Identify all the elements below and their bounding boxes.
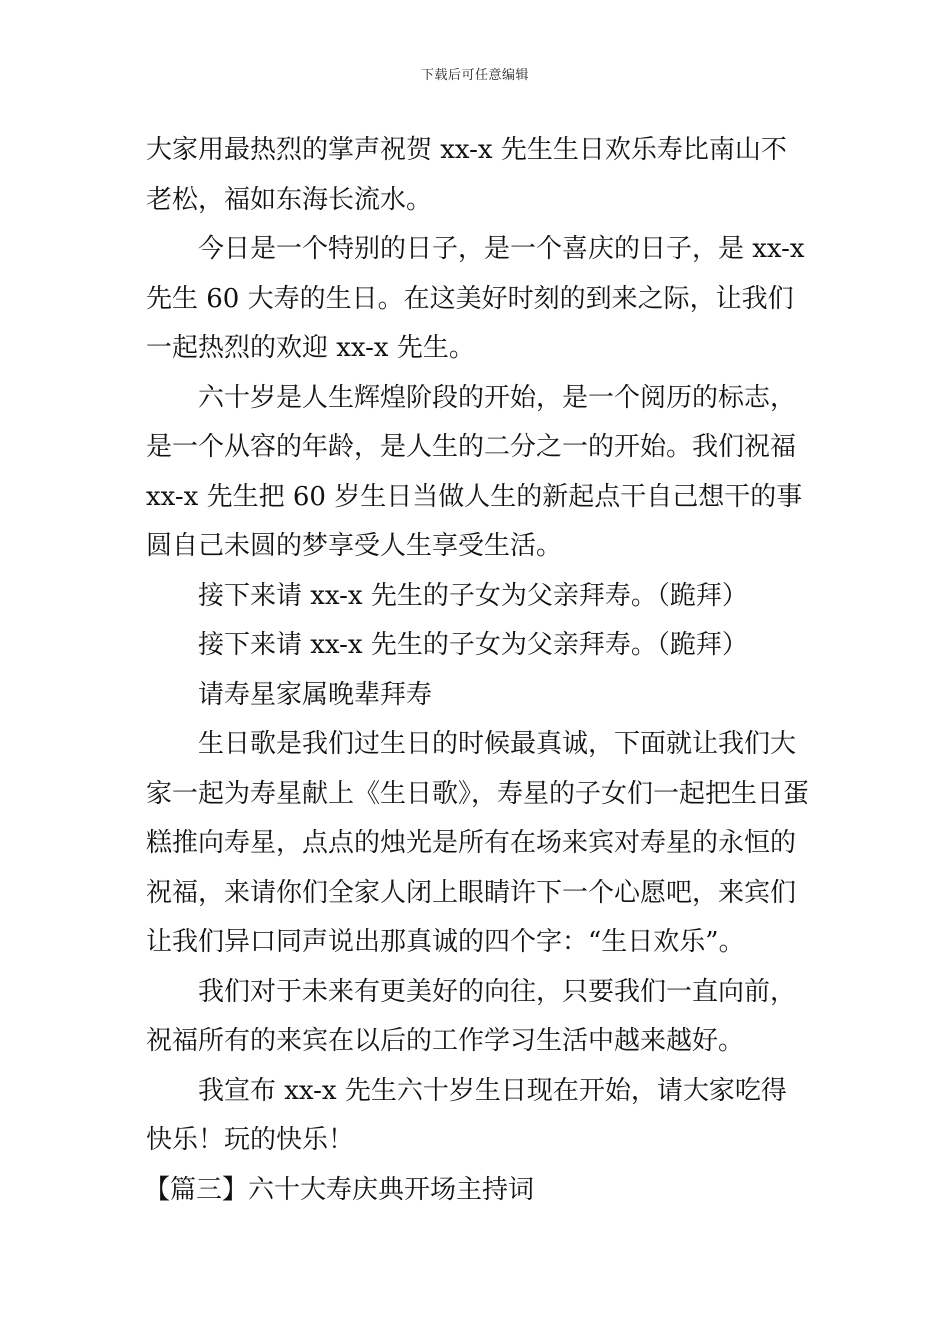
paragraph-4: 接下来请 xx-x 先生的子女为父亲拜寿。（跪拜） — [198, 580, 748, 611]
paragraph-9: 我宣布 xx-x 先生六十岁生日现在开始，请大家吃得快乐！玩的快乐！ — [146, 1075, 787, 1155]
paragraph-2: 今日是一个特别的日子，是一个喜庆的日子，是 xx-x 先生 60 大寿的生日。在这美好时刻的到来之际，让我们一起热烈的欢迎 xx-x 先生。 — [146, 234, 805, 363]
paragraph-3: 六十岁是人生辉煌阶段的开始，是一个阅历的标志，是一个从容的年龄，是人生的二分之一的开始。我们祝福 xx-x 先生把 60 岁生日当做人生的新起点干自己想干的事圆自己未圆的梦享受人生享受生活。 — [146, 382, 803, 561]
section-heading: 【篇三】六十大寿庆典开场主持词 — [144, 1174, 535, 1205]
paragraph-6: 请寿星家属晚辈拜寿 — [198, 679, 433, 710]
paragraph-1: 大家用最热烈的掌声祝贺 xx-x 先生生日欢乐寿比南山不老松，福如东海长流水。 — [146, 135, 787, 215]
paragraph-5: 接下来请 xx-x 先生的子女为父亲拜寿。（跪拜） — [198, 630, 748, 660]
document-body — [146, 126, 810, 1215]
page-header: 下载后可任意编辑 — [420, 68, 529, 83]
paragraph-7: 生日歌是我们过生日的时候最真诚，下面就让我们大家一起为寿星献上《生日歌》，寿星的子女们一起把生日蛋糕推向寿星，点点的烛光是所有在场来宾对寿星的永恒的祝福，来请你们全家人闭上眼睛许下一个心愿吧，来宾们让我们异口同声说出那真诚的四个字：“生日欢乐”。 — [146, 729, 810, 957]
paragraph-8: 我们对于未来有更美好的向往，只要我们一直向前，祝福所有的来宾在以后的工作学习生活中越来越好。 — [146, 976, 797, 1056]
